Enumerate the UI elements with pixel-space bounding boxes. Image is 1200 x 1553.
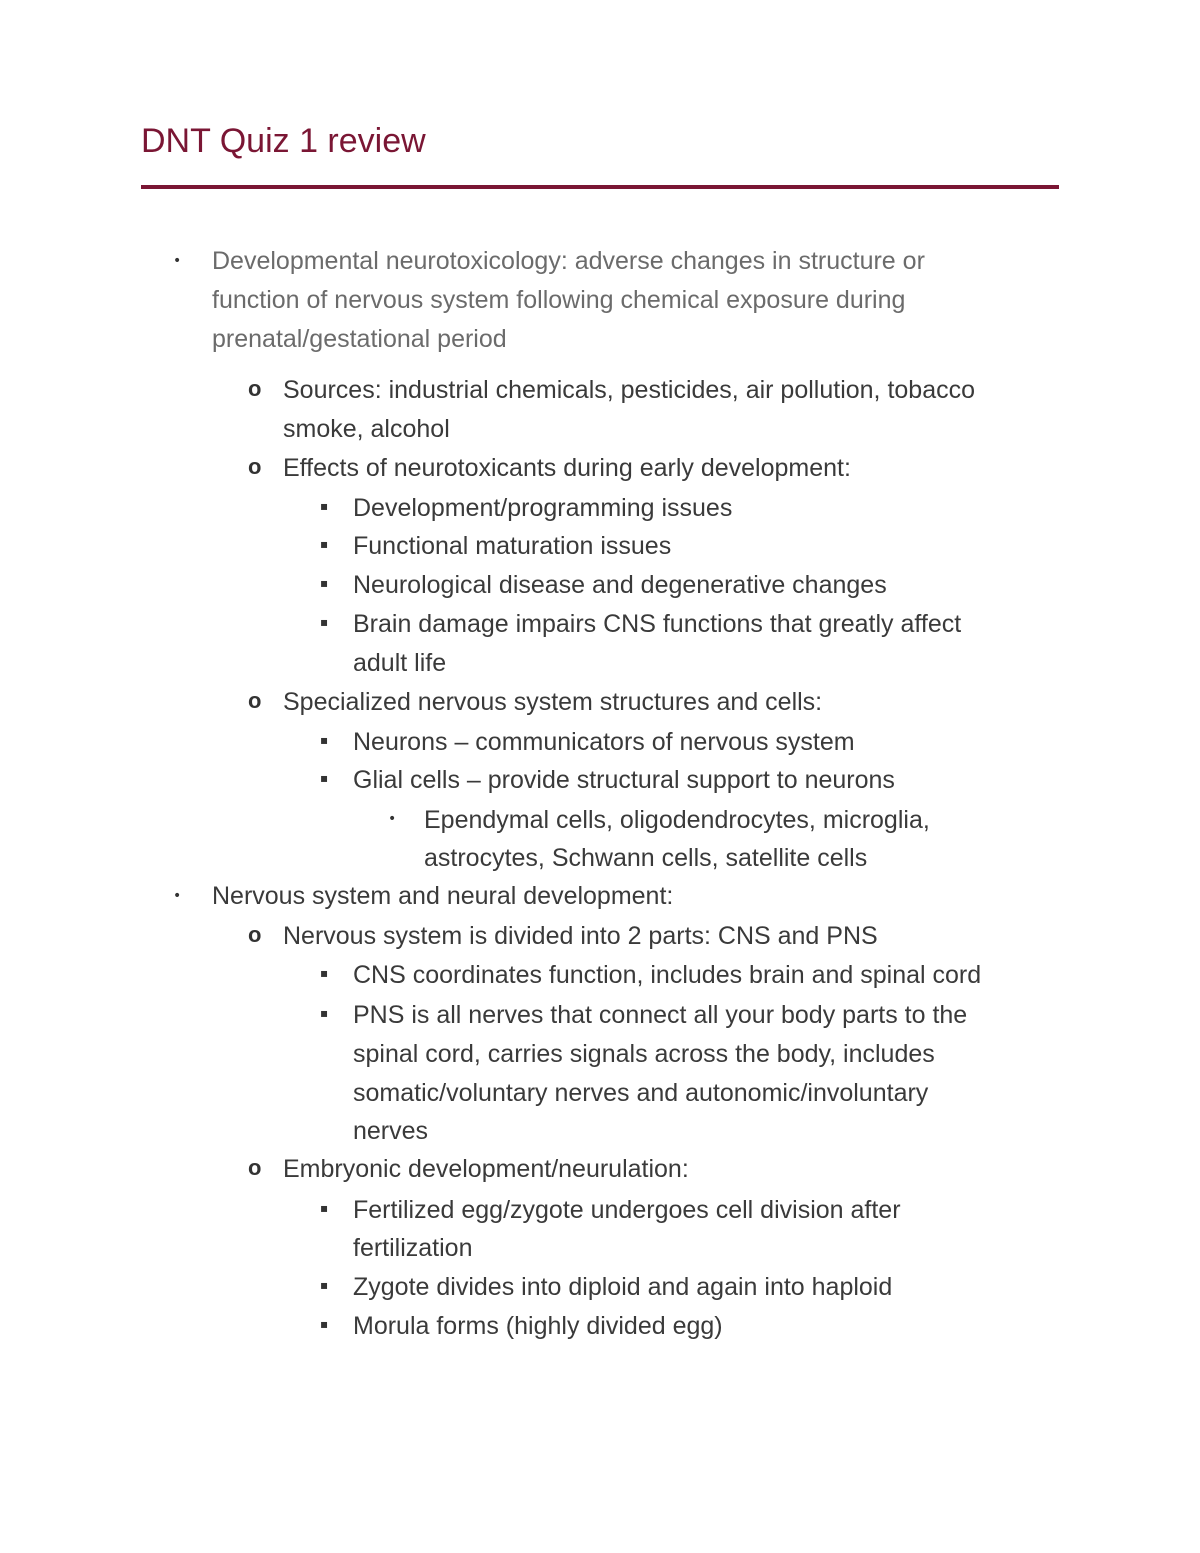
bullet-text-line: Neurological disease and degenerative changes (353, 571, 887, 599)
bullet-marker-level2: o (248, 688, 262, 713)
bullet-text-line: PNS is all nerves that connect all your body parts to the (353, 1001, 968, 1029)
bullet-text-line: fertilization (353, 1234, 473, 1262)
bullet-text-line: smoke, alcohol (283, 415, 450, 443)
bullet-marker-level2: o (248, 1155, 262, 1180)
bullet-marker-level3: ▪ (320, 499, 329, 513)
bullet-marker-level3: ▪ (320, 771, 329, 785)
bullet-marker-level3: ▪ (320, 966, 329, 980)
bullet-marker-level2: o (248, 376, 262, 401)
bullet-marker-level3: ▪ (320, 537, 329, 551)
bullet-text-line: Neurons – communicators of nervous system (353, 728, 855, 756)
bullet-text-line: Nervous system is divided into 2 parts: CNS and PNS (283, 922, 878, 950)
bullet-text-line: Zygote divides into diploid and again into haploid (353, 1273, 893, 1301)
bullet-marker-level1: • (173, 253, 182, 269)
bullet-text-line: CNS coordinates function, includes brain and spinal cord (353, 961, 982, 989)
bullet-text-line: Functional maturation issues (353, 532, 672, 560)
bullet-marker-level3: ▪ (320, 1006, 329, 1020)
bullet-text-line: Specialized nervous system structures and cells: (283, 688, 823, 716)
bullet-text-line: Fertilized egg/zygote undergoes cell division after (353, 1196, 901, 1224)
bullet-marker-level1: • (173, 888, 182, 904)
bullet-marker-level3: ▪ (320, 1201, 329, 1215)
bullet-marker-level2: o (248, 454, 262, 479)
title-underline (141, 185, 1059, 189)
bullet-text-line: Ependymal cells, oligodendrocytes, microglia, (424, 806, 930, 834)
bullet-text-line: Development/programming issues (353, 494, 733, 522)
bullet-text-line: Nervous system and neural development: (212, 882, 674, 910)
bullet-text-line: Sources: industrial chemicals, pesticides, air pollution, tobacco (283, 376, 976, 404)
bullet-marker-level3: ▪ (320, 1278, 329, 1292)
bullet-text-line: somatic/voluntary nerves and autonomic/involuntary (353, 1079, 929, 1107)
bullet-text-line: function of nervous system following chemical exposure during (212, 286, 906, 314)
bullet-text-line: astrocytes, Schwann cells, satellite cells (424, 844, 868, 872)
bullet-marker-level3: ▪ (320, 576, 329, 590)
bullet-text-line: adult life (353, 649, 447, 677)
bullet-marker-level3: ▪ (320, 1317, 329, 1331)
bullet-text-line: prenatal/gestational period (212, 325, 507, 353)
bullet-text-line: Glial cells – provide structural support to neurons (353, 766, 895, 794)
bullet-marker-level3: ▪ (320, 615, 329, 629)
bullet-marker-level2: o (248, 922, 262, 947)
bullet-text-line: Brain damage impairs CNS functions that greatly affect (353, 610, 962, 638)
page-title: DNT Quiz 1 review (141, 122, 426, 160)
bullet-text-line: Effects of neurotoxicants during early development: (283, 454, 851, 482)
bullet-text-line: spinal cord, carries signals across the body, includes (353, 1040, 935, 1068)
bullet-text-line: Morula forms (highly divided egg) (353, 1312, 723, 1340)
bullet-text-line: nerves (353, 1117, 429, 1145)
bullet-text-line: Developmental neurotoxicology: adverse changes in structure or (212, 247, 925, 275)
bullet-text-line: Embryonic development/neurulation: (283, 1155, 689, 1183)
bullet-marker-level4: • (388, 811, 397, 827)
bullet-marker-level3: ▪ (320, 733, 329, 747)
